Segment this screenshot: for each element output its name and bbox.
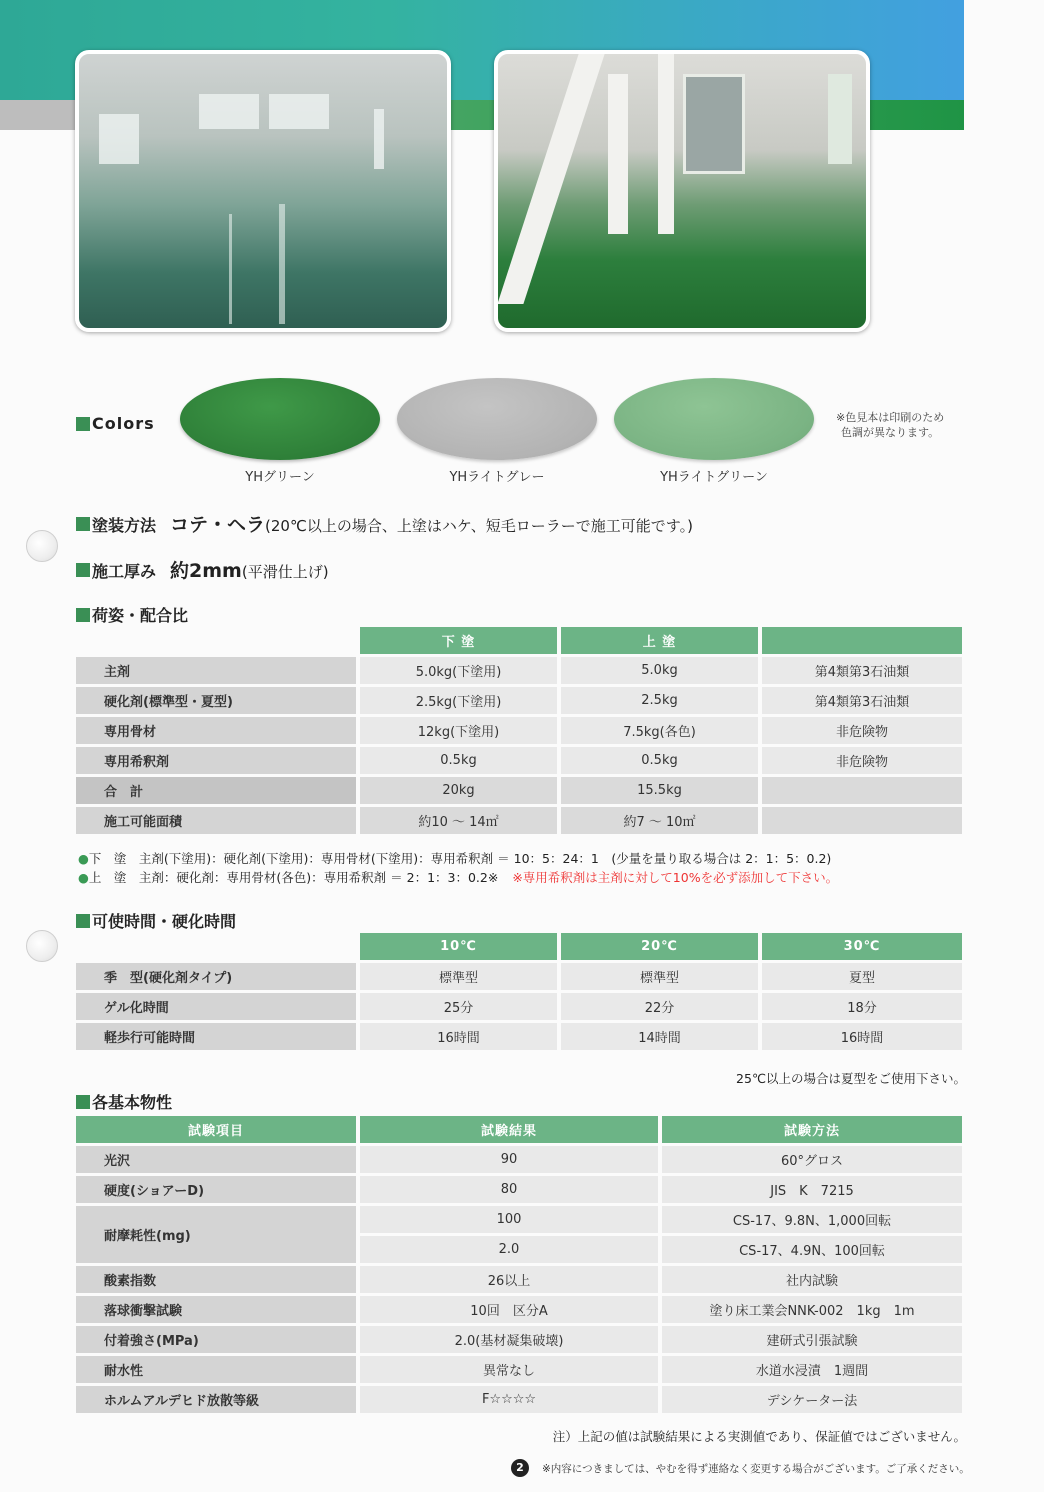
page-number: 2 [511,1459,529,1477]
green-floor-photo [494,50,870,332]
table-row: 落球衝撃試験 10回 区分A 塗り床工業会NNK-002 1kg 1m [76,1296,962,1323]
col-header: 10℃ [360,933,557,960]
color-swatch-green [180,378,380,460]
swatch-label: YHグリーン [245,470,315,485]
header-band-gray [0,100,78,130]
table-row: 専用希釈剤 0.5kg 0.5kg 非危険物 [76,747,962,774]
ratio-under: ●下 塗 主剤(下塗用)：硬化剤(下塗用)：専用骨材(下塗用)：専用希釈剤 ＝ 10：5：24：1 (少量を量り取る場合は 2：1：5：0.2) [78,851,832,866]
col-header: 20℃ [561,933,758,960]
table-row: 主剤 5.0kg(下塗用) 5.0kg 第4類第3石油類 [76,657,962,684]
potlife-table [72,930,966,1053]
table-row: 光沢 90 60°グロス [76,1146,962,1173]
factory-floor-photo [75,50,451,332]
table-row: 付着強さ(MPa) 2.0(基材凝集破壊) 建研式引張試験 [76,1326,962,1353]
color-swatch-lightgreen [614,378,814,460]
potlife-heading: 可使時間・硬化時間 [76,909,236,932]
table-row: 耐摩耗性(mg) 100 CS-17、9.8N、1,000回転 [76,1206,962,1233]
table-row: 硬化剤(標準型・夏型) 2.5kg(下塗用) 2.5kg 第4類第3石油類 [76,687,962,714]
table-row: 季 型(硬化剤タイプ) 標準型 標準型 夏型 [76,963,962,990]
table-row: 硬度(ショアーD) 80 JIS K 7215 [76,1176,962,1203]
col-header: 30℃ [762,933,962,960]
ratio-top: ●上 塗 主剤：硬化剤：専用骨材(各色)：専用希釈剤 ＝ 2：1：3：0.2※ ※専用希釈剤は主剤に対して10%を必ず添加して下さい。 [78,870,839,885]
table-row: ホルムアルデヒド放散等級 F☆☆☆☆ デシケーター法 [76,1386,962,1413]
table-row: 2.0 CS-17、4.9N、100回転 [76,1236,962,1263]
table-row: 施工可能面積 約10 〜 14㎡ 約7 〜 10㎡ [76,807,962,834]
coating-thickness: 施工厚み 約2mm (平滑仕上げ) [76,556,329,583]
col-header: 上 塗 [561,627,758,654]
table-row: 専用骨材 12kg(下塗用) 7.5kg(各色) 非危険物 [76,717,962,744]
col-header: 下 塗 [360,627,557,654]
packaging-heading: 荷姿・配合比 [76,603,188,626]
col-header: 試験項目 [76,1116,356,1143]
col-header: 試験結果 [360,1116,658,1143]
swatch-label: YHライトグリーン [660,470,768,485]
col-header: 試験方法 [662,1116,962,1143]
binder-hole [26,530,58,562]
table-row: 合 計 20kg 15.5kg [76,777,962,804]
color-swatch-lightgray [397,378,597,460]
packaging-table [72,624,966,837]
potlife-note: 25℃以上の場合は夏型をご使用下さい。 [736,1071,966,1086]
swatch-label: YHライトグレー [449,470,545,485]
properties-note: 注）上記の値は試験結果による実測値であり、保証値ではございません。 [552,1429,966,1444]
table-row: 耐水性 異常なし 水道水浸漬 1週間 [76,1356,962,1383]
properties-table [72,1113,966,1416]
table-row: 酸素指数 26以上 社内試験 [76,1266,962,1293]
coating-method: 塗装方法 コテ・ヘラ (20℃以上の場合、上塗はハケ、短毛ローラーで施工可能です。) [76,510,693,537]
colors-heading: Colors [76,414,155,433]
table-row: ゲル化時間 25分 22分 18分 [76,993,962,1020]
color-note: ※色見本は印刷のため 色調が異なります。 [836,411,945,439]
footer-note: ※内容につきましては、やむを得ず連絡なく変更する場合がございます。ご了承ください。 [542,1463,970,1475]
binder-hole [26,930,58,962]
table-row: 軽歩行可能時間 16時間 14時間 16時間 [76,1023,962,1050]
properties-heading: 各基本物性 [76,1090,172,1113]
